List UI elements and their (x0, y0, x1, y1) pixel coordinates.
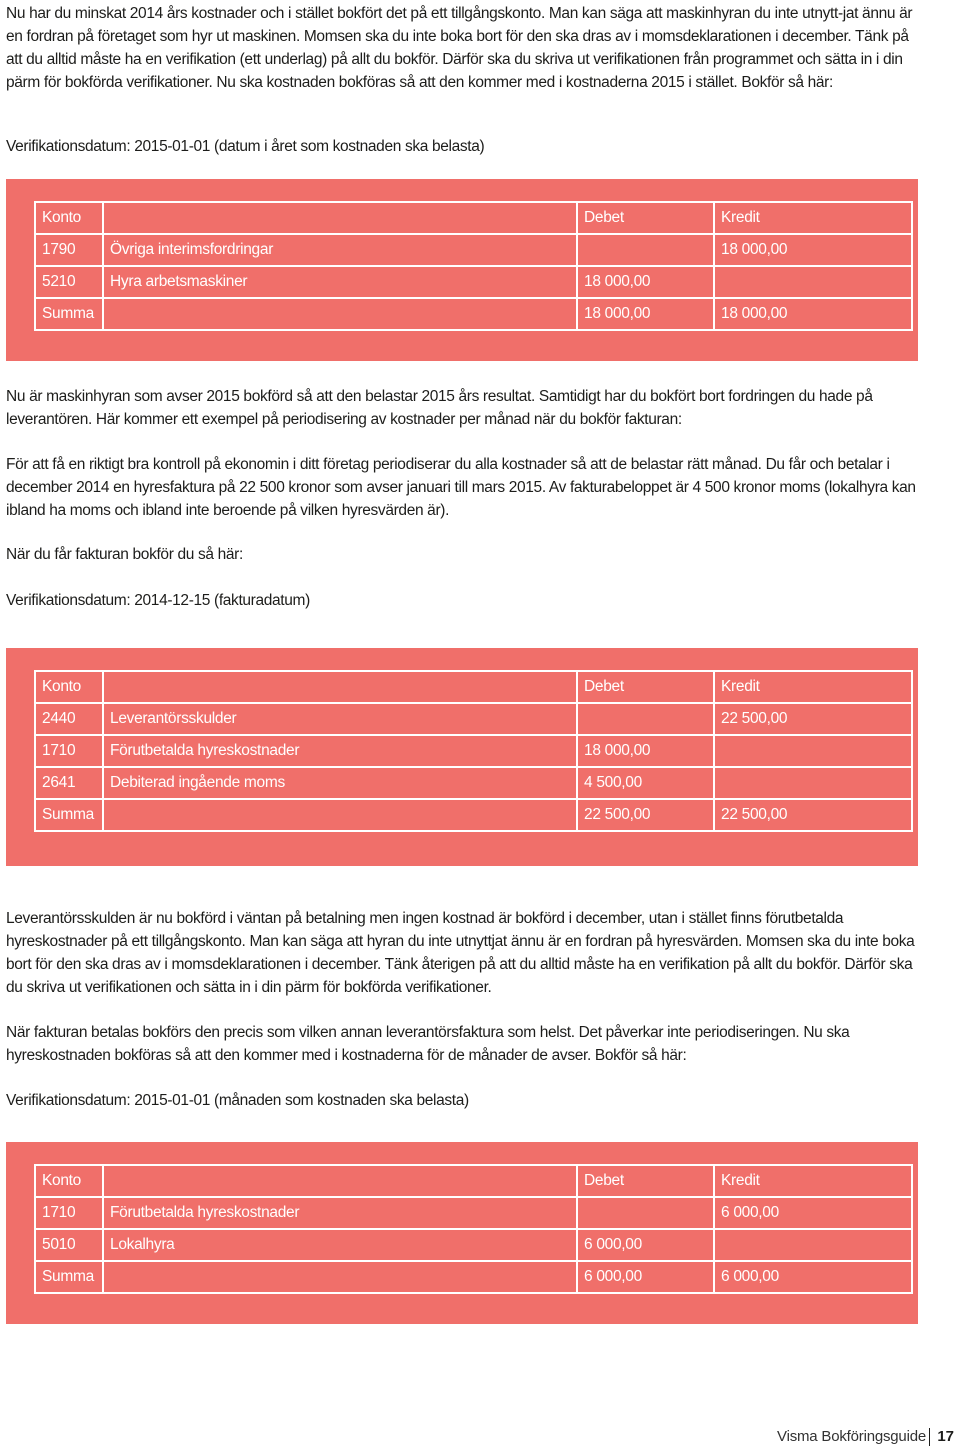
ledger-table-1 (6, 179, 918, 361)
credit-sum: 22 500,00 (714, 799, 912, 831)
footer-divider (929, 1428, 930, 1446)
account-number: 2440 (35, 703, 103, 735)
debit-sum: 6 000,00 (577, 1261, 714, 1293)
header-description (103, 671, 577, 703)
ledger-row (35, 703, 912, 735)
header-debit: Debet (577, 671, 714, 703)
debit-sum: 18 000,00 (577, 298, 714, 330)
verification-date-1: Verifikationsdatum: 2015-01-01 (datum i året som kostnaden ska belasta) (6, 138, 485, 155)
account-description: Lokalhyra (103, 1229, 577, 1261)
credit-sum: 6 000,00 (714, 1261, 912, 1293)
credit-amount (714, 266, 912, 298)
account-number: 5010 (35, 1229, 103, 1261)
debit-amount: 4 500,00 (577, 767, 714, 799)
explanation-paragraph-2: För att få en riktigt bra kontroll på ekonomin i ditt företag periodiserar du alla kostnader så att de belastar rätt månad. Du får och betalar i december 2014 en hyresfaktura på 22 500 kronor som avser januari till mars 2015. Av fakturabeloppet är 4 500 kronor moms (lokalhyra kan ibland ha moms och ibland inte beroende på vilken hyresvärden är). (6, 456, 916, 519)
header-account: Konto (35, 202, 103, 234)
ledger-sum-row (35, 298, 912, 330)
instruction-paragraph: När du får fakturan bokför du så här: (6, 546, 243, 563)
debit-amount (577, 1197, 714, 1229)
credit-amount (714, 735, 912, 767)
ledger-header-row (35, 1165, 912, 1197)
account-description: Förutbetalda hyreskostnader (103, 735, 577, 767)
account-number: 1710 (35, 1197, 103, 1229)
ledger-sum-row (35, 799, 912, 831)
account-number: 2641 (35, 767, 103, 799)
header-debit: Debet (577, 1165, 714, 1197)
debit-sum: 22 500,00 (577, 799, 714, 831)
ledger-row (35, 266, 912, 298)
account-description: Debiterad ingående moms (103, 767, 577, 799)
debit-amount: 6 000,00 (577, 1229, 714, 1261)
explanation-paragraph-1: Nu är maskinhyran som avser 2015 bokförd så att den belastar 2015 års resultat. Samtidigt har du bokfört bort fordringen du hade på leverantören. Här kommer ett exempel på periodisering av kostnader per månad när du bokför fakturan: (6, 388, 873, 428)
header-debit: Debet (577, 202, 714, 234)
ledger-header-row (35, 202, 912, 234)
guide-name: Visma Bokföringsguide (777, 1428, 926, 1445)
header-credit: Kredit (714, 202, 912, 234)
debit-amount: 18 000,00 (577, 266, 714, 298)
account-description: Hyra arbetsmaskiner (103, 266, 577, 298)
debit-amount: 18 000,00 (577, 735, 714, 767)
account-description (103, 1261, 577, 1293)
credit-amount: 18 000,00 (714, 234, 912, 266)
verification-date-2: Verifikationsdatum: 2014-12-15 (fakturadatum) (6, 592, 310, 609)
header-credit: Kredit (714, 671, 912, 703)
sum-label: Summa (35, 298, 103, 330)
account-description: Förutbetalda hyreskostnader (103, 1197, 577, 1229)
debit-amount (577, 234, 714, 266)
header-credit: Kredit (714, 1165, 912, 1197)
page-number: 17 (937, 1428, 954, 1445)
explanation-paragraph-4: När fakturan betalas bokförs den precis som vilken annan leverantörsfaktura som helst. Det påverkar inte periodiseringen. Nu ska hyreskostnaden bokföras så att den kommer med i kostnaderna för de månader de avser. Bokför så här: (6, 1024, 850, 1064)
ledger-table-2 (6, 648, 918, 866)
verification-date-3: Verifikationsdatum: 2015-01-01 (månaden som kostnaden ska belasta) (6, 1092, 469, 1109)
account-number: 1710 (35, 735, 103, 767)
credit-amount (714, 1229, 912, 1261)
sum-label: Summa (35, 1261, 103, 1293)
header-description (103, 1165, 577, 1197)
ledger-header-row (35, 671, 912, 703)
ledger-row (35, 1197, 912, 1229)
ledger-table-3 (6, 1142, 918, 1324)
ledger-row (35, 735, 912, 767)
credit-amount (714, 767, 912, 799)
credit-sum: 18 000,00 (714, 298, 912, 330)
header-account: Konto (35, 671, 103, 703)
account-number: 5210 (35, 266, 103, 298)
account-description (103, 799, 577, 831)
header-account: Konto (35, 1165, 103, 1197)
credit-amount: 22 500,00 (714, 703, 912, 735)
ledger-row (35, 234, 912, 266)
page-footer (0, 1424, 960, 1450)
account-description: Leverantörsskulder (103, 703, 577, 735)
header-description (103, 202, 577, 234)
explanation-paragraph-3: Leverantörsskulden är nu bokförd i väntan på betalning men ingen kostnad är bokförd i december, utan i stället finns förutbetalda hyreskostnader på ett tillgångskonto. Man kan säga att hyran du inte utnyttjat ännu är en fordran på hyresvärden. Momsen ska du inte boka bort för den ska dras av i momsdeklarationen i december. Tänk återigen på att du alltid måste ha en verifikation på allt du bokför. Därför ska du skriva ut verifikationen och sätta in i din pärm för bokförda verifikationer. (6, 910, 915, 996)
intro-paragraph: Nu har du minskat 2014 års kostnader och i stället bokfört det på ett tillgångskonto. Man kan säga att maskinhyran du inte utnytt-jat ännu är en fordran på företaget som hyr ut maskinen. Momsen ska du inte boka bort för den ska dras av i momsdeklarationen i december. Tänk på att du alltid måste ha en verifikation (ett underlag) på allt du bokför. Därför ska du skriva ut verifikationen från programmet och sätta in i din pärm för bokförda verifikationer. Nu ska kostnaden bokföras så att den kommer med i kostnaderna 2015 i stället. Bokför så här: (6, 5, 913, 91)
ledger-sum-row (35, 1261, 912, 1293)
ledger-row (35, 1229, 912, 1261)
credit-amount: 6 000,00 (714, 1197, 912, 1229)
sum-label: Summa (35, 799, 103, 831)
debit-amount (577, 703, 714, 735)
account-description: Övriga interimsfordringar (103, 234, 577, 266)
ledger-row (35, 767, 912, 799)
account-description (103, 298, 577, 330)
account-number: 1790 (35, 234, 103, 266)
